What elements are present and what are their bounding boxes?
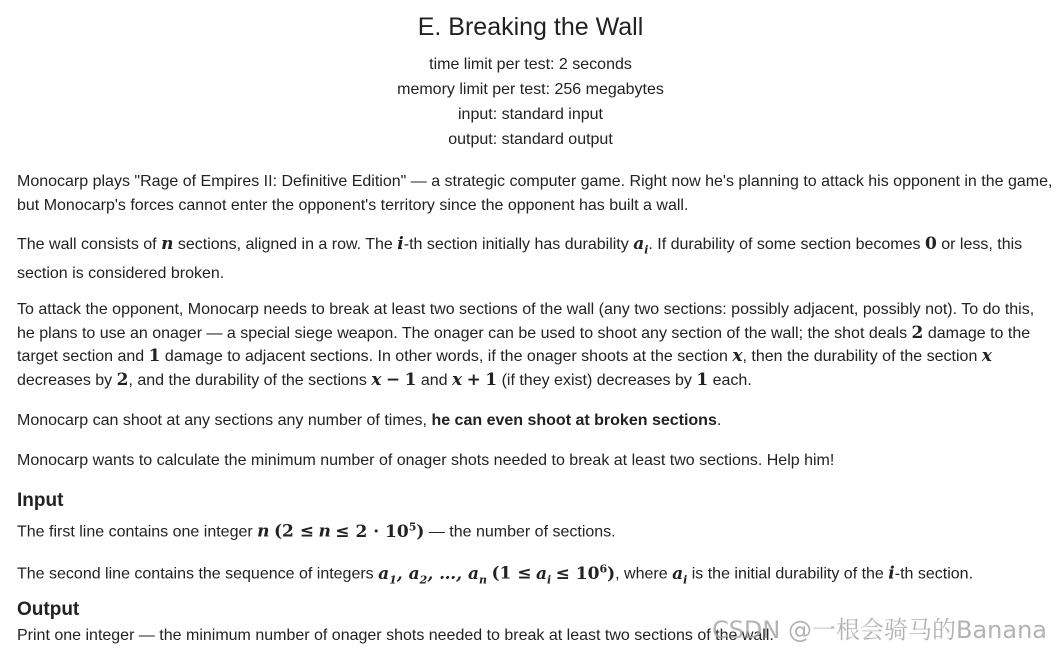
- time-limit: time limit per test: 2 seconds: [429, 56, 632, 73]
- legend-paragraph-1: Monocarp plays "Rage of Empires II: Definitive Edition" — a strategic computer game. Right now he's planning to attack his opponent in the game, but Monocarp's forces cannot enter the opponent's territory since the opponent has built a wall.: [17, 173, 1053, 214]
- output-text: Print one integer — the minimum number of onager shots needed to break at least two sections of the wall.: [17, 627, 774, 644]
- problem-title: E. Breaking the Wall: [417, 13, 644, 41]
- output-section-title: Output: [17, 599, 80, 620]
- input-line-1: The first line contains one integer n $(2 \le n \le 2 \cdot 10^5)$ — the number of sections.: [17, 520, 616, 542]
- output-spec: output: standard output: [448, 131, 613, 148]
- memory-limit: memory limit per test: 256 megabytes: [397, 81, 664, 98]
- legend-paragraph-2: The wall consists of n sections, aligned in a row. The i-th section initially has durability $a_i$. If durability of some section becomes 0 or less, this section is considered broken.: [17, 234, 1023, 282]
- input-section-title: Input: [17, 490, 64, 511]
- input-spec: input: standard input: [458, 106, 603, 123]
- legend-paragraph-5: Monocarp wants to calculate the minimum number of onager shots needed to break at least two sections. Help him!: [17, 452, 835, 469]
- input-line-2: The second line contains the sequence of integers $a_1$, $a_2$, …, $a_n$ $(1 \le a_i \le 10^6)$, where $a_i$ is the initial durability of the i-th section.: [17, 562, 974, 587]
- legend-paragraph-4: Monocarp can shoot at any sections any number of times, he can even shoot at broken sections.: [17, 412, 722, 429]
- watermark: CSDN @一根会骑马的Banana: [711, 616, 1047, 644]
- legend-paragraph-3: To attack the opponent, Monocarp needs to break at least two sections of the wall (any two sections: possibly adjacent, possibly not). To do this, he plans to use an onager — a special siege weapon. The onager can be used to shoot any section of the wall; the shot deals 2 damage to the target section and 1 damage to adjacent sections. In other words, if the onager shoots at the section x, then the durability of the section x decreases by 2, and the durability of the sections x − 1 and x + 1 (if they exist) decreases by 1 each.: [17, 301, 1035, 390]
- problem-header: [0, 10, 1061, 152]
